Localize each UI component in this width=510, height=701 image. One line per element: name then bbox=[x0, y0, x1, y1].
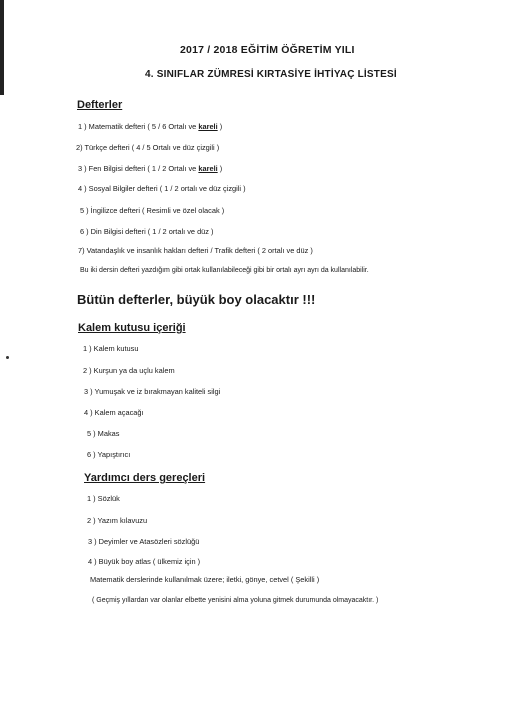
yardimci-item-2: 2 ) Yazım kılavuzu bbox=[87, 516, 148, 525]
defter-item-text: 3 ) Fen Bilgisi defteri ( 1 / 2 Ortalı ve bbox=[78, 164, 199, 173]
kalem-item-6: 6 ) Yapıştırıcı bbox=[87, 450, 131, 459]
kalem-item-3: 3 ) Yumuşak ve iz bırakmayan kaliteli silgi bbox=[84, 387, 221, 396]
section-defterler-heading: Defterler bbox=[77, 99, 123, 111]
defter-item-text: 1 ) Matematik defteri ( 5 / 6 Ortalı ve bbox=[78, 122, 199, 131]
kalem-item-2: 2 ) Kurşun ya da uçlu kalem bbox=[83, 366, 175, 375]
kalem-item-1: 1 ) Kalem kutusu bbox=[83, 344, 139, 353]
defter-item-6: 6 ) Din Bilgisi defteri ( 1 / 2 ortalı ve düz ) bbox=[80, 227, 214, 236]
yardimci-note-2: ( Geçmiş yıllardan var olanlar elbette yenisini alma yoluna gitmek durumunda olmayacaktır. ) bbox=[92, 597, 379, 604]
yardimci-note-1: Matematik derslerinde kullanılmak üzere; iletki, gönye, cetvel ( Şekilli ) bbox=[90, 575, 320, 584]
defter-item-underline: kareli bbox=[198, 164, 218, 173]
defter-item-4: 4 ) Sosyal Bilgiler defteri ( 1 / 2 ortalı ve düz çizgili ) bbox=[78, 184, 246, 193]
header-title: 4. SINIFLAR ZÜMRESİ KIRTASİYE İHTİYAÇ LİSTESİ bbox=[145, 69, 397, 80]
scan-dot bbox=[6, 356, 9, 359]
yardimci-item-4: 4 ) Büyük boy atlas ( ülkemiz için ) bbox=[88, 557, 201, 566]
kalem-item-4: 4 ) Kalem açacağı bbox=[84, 408, 144, 417]
defter-note: Bu iki dersin defteri yazdığım gibi ortak kullanılabileceği gibi bir ortalı ayrı ayrı da kullanılabilir. bbox=[80, 267, 369, 274]
scan-edge-mark bbox=[0, 0, 4, 95]
section-kalem-heading: Kalem kutusu içeriği bbox=[78, 322, 186, 334]
defter-item-1 bbox=[78, 122, 222, 131]
defter-item-5: 5 ) İngilizce defteri ( Resimli ve özel olacak ) bbox=[80, 206, 225, 215]
defter-item-text-end: ) bbox=[217, 122, 223, 131]
header-year: 2017 / 2018 EĞİTİM ÖĞRETİM YILI bbox=[180, 44, 355, 56]
defter-item-underline: kareli bbox=[198, 122, 218, 131]
big-note: Bütün defterler, büyük boy olacaktır !!! bbox=[77, 292, 316, 307]
defter-item-7: 7) Vatandaşlık ve insanlık hakları defteri / Trafik defteri ( 2 ortalı ve düz ) bbox=[78, 246, 313, 255]
defter-item-2: 2) Türkçe defteri ( 4 / 5 Ortalı ve düz çizgili ) bbox=[76, 143, 220, 152]
defter-item-text-end: ) bbox=[217, 164, 223, 173]
kalem-item-5: 5 ) Makas bbox=[87, 429, 120, 438]
yardimci-item-1: 1 ) Sözlük bbox=[87, 494, 120, 503]
section-yardimci-heading: Yardımcı ders gereçleri bbox=[84, 472, 206, 484]
yardimci-item-3: 3 ) Deyimler ve Atasözleri sözlüğü bbox=[88, 537, 200, 546]
defter-item-3 bbox=[78, 164, 222, 173]
